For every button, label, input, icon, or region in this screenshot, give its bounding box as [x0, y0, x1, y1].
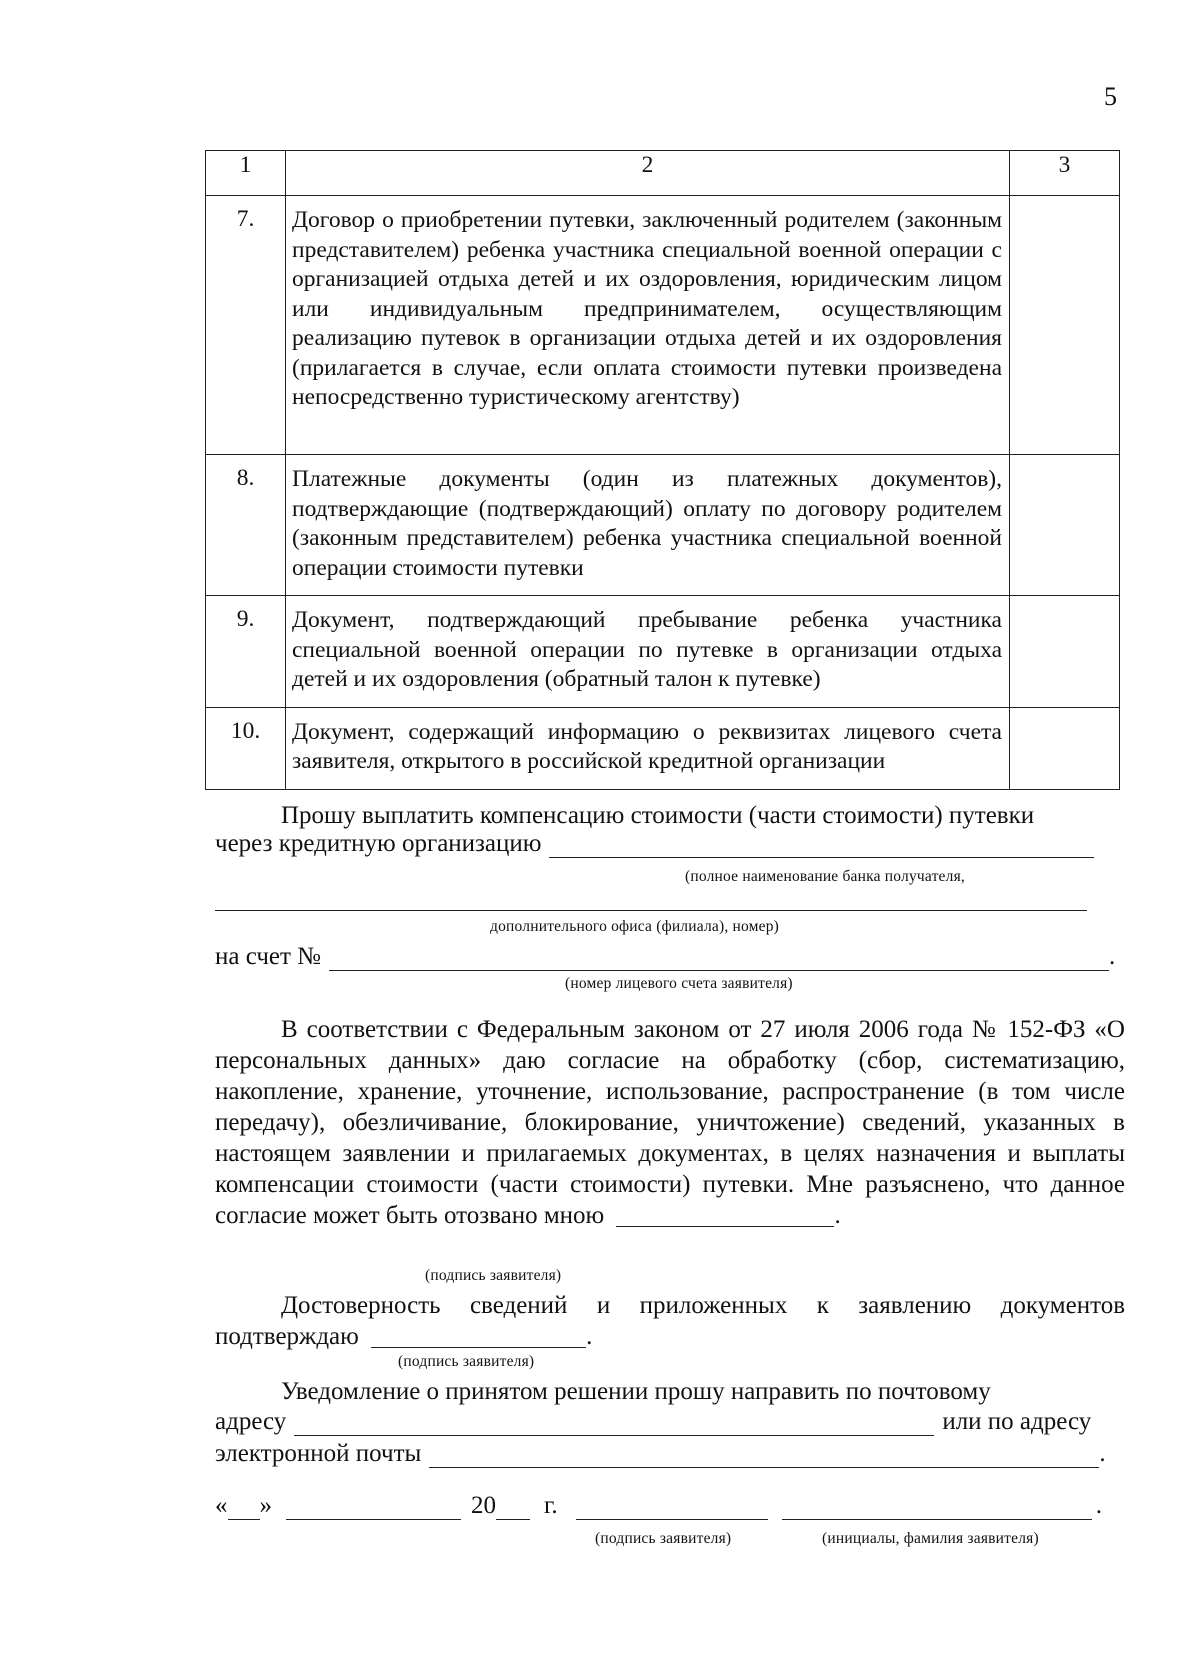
row-mark-cell: [1010, 455, 1120, 596]
day-field[interactable]: [228, 1497, 260, 1520]
table-header-cell: 2: [286, 151, 1010, 196]
bank-name-row: [215, 830, 1125, 858]
row-text: Документ, подтверждающий пребывание ребенка участника специальной военной операции по путевке в организации отдыха детей и их оздоровления (обратный талон к путевке): [286, 596, 1010, 708]
year-prefix: 20: [471, 1492, 496, 1519]
table-row: [206, 707, 1120, 789]
month-field[interactable]: [286, 1497, 461, 1520]
account-caption: (номер лицевого счета заявителя): [565, 975, 793, 992]
bank-office-row: [215, 888, 1125, 911]
bank-label: через кредитную организацию: [215, 830, 542, 857]
row-number: 9.: [206, 596, 286, 708]
notify-line: Уведомление о принятом решении прошу направить по почтовому: [281, 1378, 991, 1405]
applicant-name-caption: (инициалы, фамилия заявителя): [822, 1530, 1039, 1547]
year-suffix: г.: [544, 1492, 558, 1519]
email-field[interactable]: [429, 1445, 1099, 1468]
date-signature-row: [215, 1492, 1125, 1520]
consent-signature-field[interactable]: [616, 1204, 834, 1227]
row-text: Документ, содержащий информацию о реквизитах лицевого счета заявителя, открытого в российской кредитной организации: [286, 707, 1010, 789]
account-number-field[interactable]: [329, 948, 1109, 971]
date-row-end: .: [1095, 1492, 1102, 1519]
consent-text: В соответствии с Федеральным законом от 27 июля 2006 года № 152-ФЗ «О персональных данных» даю согласие на обработку (сбор, систематизацию, накопление, хранение, уточнение, использование, распространение (в том числе передачу), обезличивание, блокирование, уничтожение) сведений, указанных в настоящем заявлении и прилагаемых документах, в целях назначения и выплаты компенсации стоимости (части стоимости) путевки. Мне разъяснено, что данное согласие может быть отозвано мною: [215, 1016, 1125, 1229]
or-address-label: или по адресу: [942, 1408, 1092, 1435]
close-quote: »: [259, 1492, 272, 1519]
account-row: [215, 943, 1125, 971]
year-field[interactable]: [496, 1497, 530, 1520]
page-number: 5: [1104, 82, 1117, 111]
table-row: [206, 196, 1120, 455]
row-mark-cell: [1010, 707, 1120, 789]
confirm-text: Достоверность сведений и приложенных к заявлению документов подтверждаю: [215, 1292, 1125, 1350]
row-number: 10.: [206, 707, 286, 789]
row-number: 7.: [206, 196, 286, 455]
consent-end: .: [834, 1202, 841, 1229]
email-row: [215, 1440, 1125, 1468]
account-label: на счет №: [215, 943, 322, 970]
payment-request-line: Прошу выплатить компенсацию стоимости (части стоимости) путевки: [281, 802, 1035, 829]
table-row: [206, 596, 1120, 708]
row-text: Договор о приобретении путевки, заключенный родителем (законным представителем) ребенка участника специальной военной операции с организацией отдыха детей и их оздоровления, юридическим лицом или индивидуальным предпринимателем, осуществляющим реализацию путевок в организации отдыха детей и их оздоровления (прилагается в случае, если оплата стоимости путевки произведена непосредственно туристическому агентству): [286, 196, 1010, 455]
email-label: электронной почты: [215, 1440, 422, 1467]
date-signature-field[interactable]: [576, 1497, 768, 1520]
row-mark-cell: [1010, 196, 1120, 455]
account-end: .: [1109, 943, 1116, 970]
confirm-paragraph: [215, 1290, 1125, 1352]
documents-table: [205, 150, 1120, 790]
bank-name-caption: (полное наименование банка получателя,: [685, 868, 965, 885]
table-header-cell: 1: [206, 151, 286, 196]
applicant-name-field[interactable]: [782, 1497, 1092, 1520]
confirm-signature-caption: (подпись заявителя): [398, 1353, 535, 1370]
table-header-row: [206, 151, 1120, 196]
address-label: адресу: [215, 1408, 287, 1435]
bank-office-field[interactable]: [215, 888, 1087, 911]
table-header-cell: 3: [1010, 151, 1120, 196]
table-row: [206, 455, 1120, 596]
row-mark-cell: [1010, 596, 1120, 708]
confirm-signature-field[interactable]: [371, 1325, 586, 1348]
date-signature-caption: (подпись заявителя): [595, 1530, 732, 1547]
postal-address-field[interactable]: [294, 1413, 934, 1436]
bank-office-caption: дополнительного офиса (филиала), номер): [490, 918, 780, 935]
confirm-end: .: [586, 1323, 593, 1350]
consent-signature-caption: (подпись заявителя): [425, 1267, 562, 1284]
bank-name-field[interactable]: [549, 835, 1094, 858]
row-text: Платежные документы (один из платежных документов), подтверждающие (подтверждающий) оплату по договору родителем (законным представителем) ребенка участника специальной военной операции стоимости путевки: [286, 455, 1010, 596]
row-number: 8.: [206, 455, 286, 596]
consent-paragraph: [215, 1014, 1125, 1231]
address-row: [215, 1408, 1125, 1436]
open-quote: «: [215, 1492, 228, 1519]
email-end: .: [1099, 1440, 1106, 1467]
